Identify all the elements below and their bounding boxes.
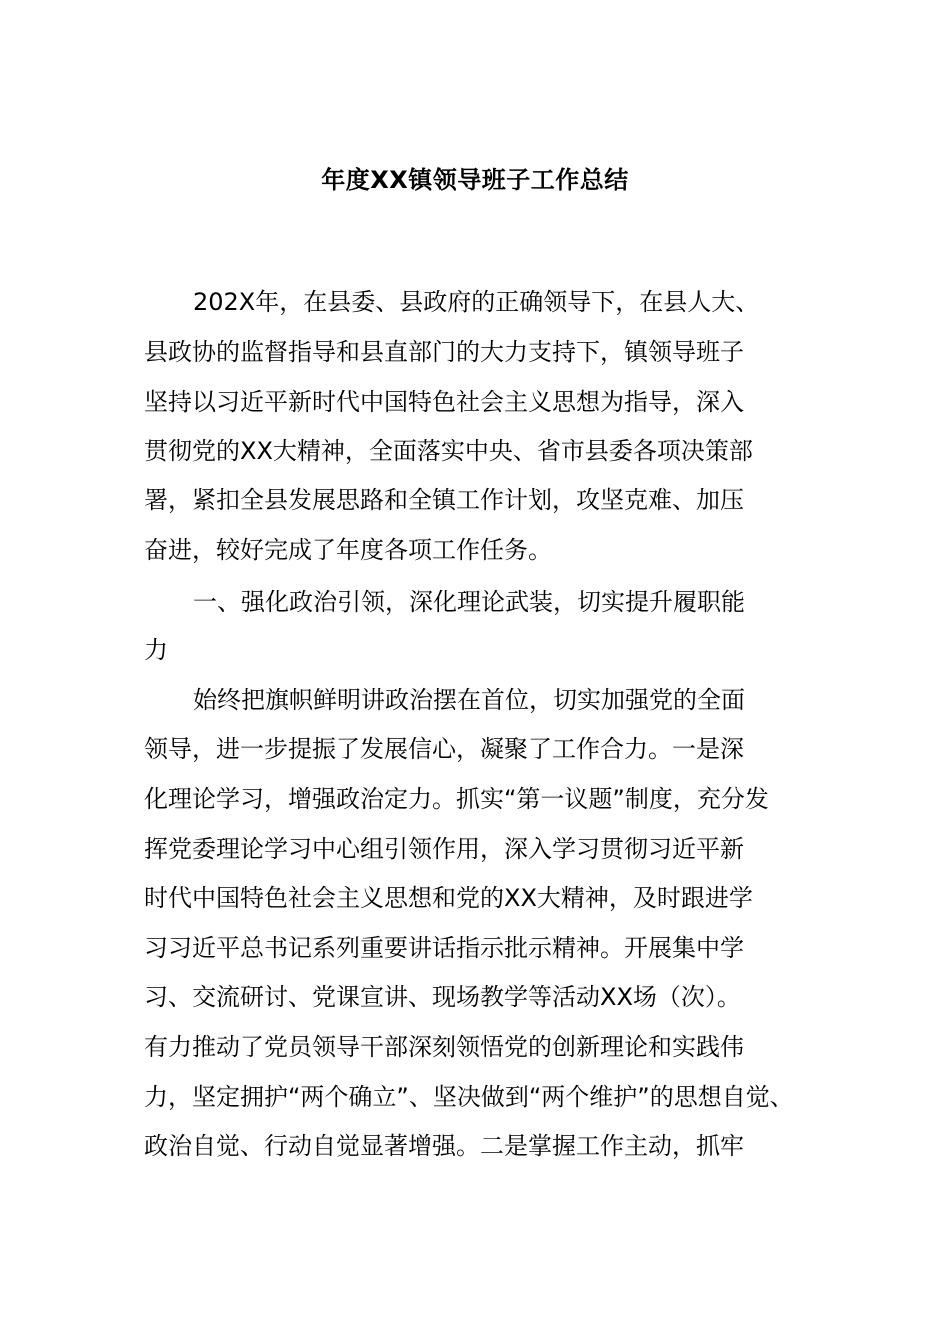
paragraph-line: 习习近平总书记系列重要讲话指示批示精神。开展集中学 bbox=[144, 934, 744, 962]
paragraph-line: 县政协的监督指导和县直部门的大力支持下，镇领导班子 bbox=[144, 338, 744, 366]
paragraph-line: 坚持以习近平新时代中国特色社会主义思想为指导，深入 bbox=[144, 388, 744, 416]
paragraph-line: 有力推动了党员领导干部深刻领悟党的创新理论和实践伟 bbox=[144, 1033, 744, 1061]
paragraph-line: 挥党委理论学习中心组引领作用，深入学习贯彻习近平新 bbox=[144, 835, 744, 863]
paragraph-line: 习、交流研讨、党课宣讲、现场教学等活动XX场（次）。 bbox=[144, 983, 741, 1011]
paragraph-line: 领导，进一步提振了发展信心，凝聚了工作合力。一是深 bbox=[144, 735, 744, 763]
paragraph-line: 贯彻党的XX大精神，全面落实中央、省市县委各项决策部 bbox=[144, 437, 753, 465]
paragraph-line: 奋进，较好完成了年度各项工作任务。 bbox=[144, 536, 552, 564]
section-heading-line: 一、强化政治引领，深化理论武装，切实提升履职能 bbox=[193, 588, 745, 616]
paragraph-line: 署，紧扣全县发展思路和全镇工作计划，攻坚克难、加压 bbox=[144, 486, 744, 514]
paragraph-line: 政治自觉、行动自觉显著增强。二是掌握工作主动，抓牢 bbox=[144, 1132, 744, 1160]
paragraph-line: 化理论学习，增强政治定力。抓实“第一议题”制度，充分发 bbox=[144, 785, 769, 813]
document-title: 年度XX镇领导班子工作总结 bbox=[321, 166, 629, 194]
paragraph-line: 202X年，在县委、县政府的正确领导下，在县人大、 bbox=[193, 288, 760, 316]
paragraph-line: 始终把旗帜鲜明讲政治摆在首位，切实加强党的全面 bbox=[193, 686, 745, 714]
section-heading-line: 力 bbox=[144, 636, 168, 664]
paragraph-line: 时代中国特色社会主义思想和党的XX大精神，及时跟进学 bbox=[144, 884, 753, 912]
paragraph-line: 力，坚定拥护“两个确立”、坚决做到“两个维护”的思想自觉、 bbox=[144, 1083, 794, 1111]
